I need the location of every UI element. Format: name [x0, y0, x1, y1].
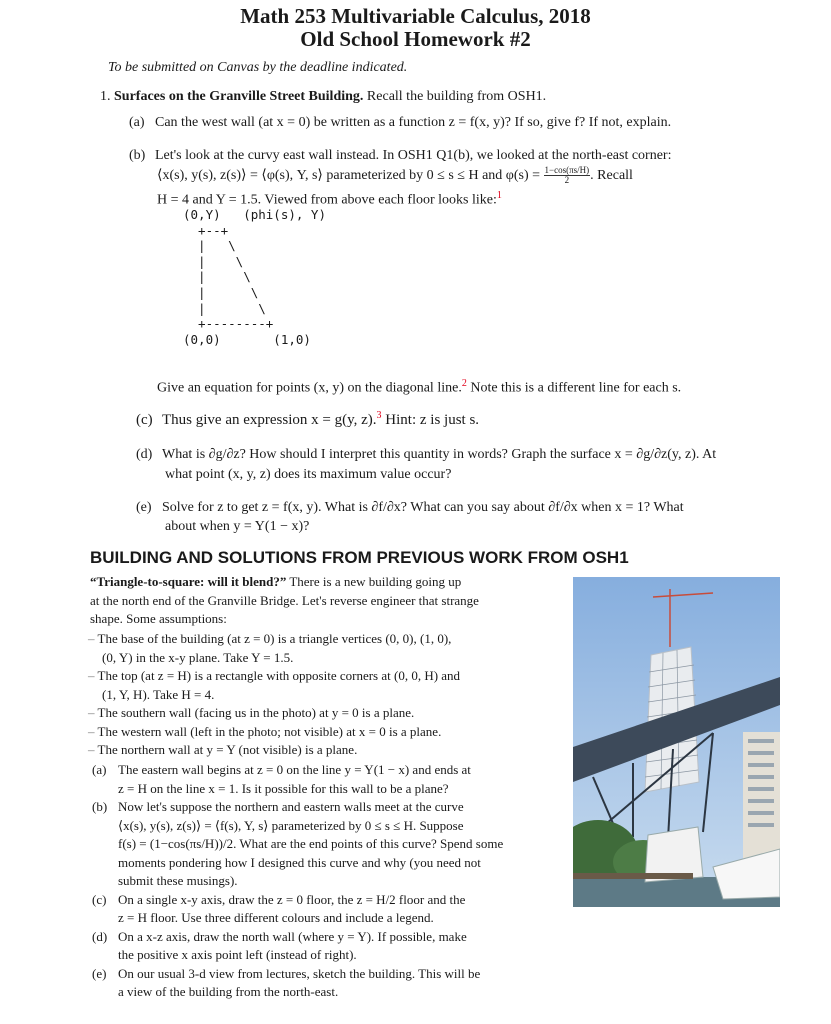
part-label: (a) [129, 115, 145, 130]
dock [573, 873, 693, 879]
question-line: submit these musings). [118, 873, 238, 888]
frac-denominator: 2 [564, 175, 570, 186]
building-photo [573, 577, 780, 907]
question-e [92, 965, 564, 1002]
part-b-param: ⟨x(s), y(s), z(s)⟩ = ⟨φ(s), Y, s⟩ parameterized by 0 ≤ s ≤ H and φ(s) = [157, 168, 541, 183]
part-b-line2 [157, 165, 827, 186]
list-item: – The base of the building (at z = 0) is a triangle vertices (0, 0), (1, 0), (0, Y) in the x-y plane. Take Y = 1.5. [88, 631, 452, 665]
frac-numerator: 1−cos(πs/H) [544, 165, 590, 176]
section-intro [90, 573, 562, 629]
part-d-line1 [136, 444, 826, 465]
list-item: – The northern wall at y = Y (not visible) is a plane. [88, 742, 358, 757]
list-item: – The southern wall (facing us in the photo) at y = 0 is a plane. [88, 705, 415, 720]
footnote-marker: 1 [496, 190, 502, 201]
part-label: (c) [136, 412, 153, 428]
problem1-heading [100, 86, 820, 107]
question-line: the positive x axis point left (instead of right). [118, 947, 357, 962]
question-line: The eastern wall begins at z = 0 on the line y = Y(1 − x) and ends at [118, 762, 471, 777]
question-line: z = H floor. Use three different colours and include a legend. [118, 910, 434, 925]
question-line: z = H on the line x = 1. Is it possible for this wall to be a plane? [118, 780, 449, 796]
problem-number: 1. [100, 89, 111, 104]
phi-fraction [544, 166, 591, 185]
question-b [92, 798, 564, 891]
question-label: (a) [92, 762, 107, 777]
list-item: – The top (at z = H) is a rectangle with opposite corners at (0, 0, H) and (1, Y, H). Take H = 4. [88, 668, 461, 702]
question-c [92, 891, 564, 928]
question-label: (b) [92, 799, 108, 814]
part-e-line1 [136, 497, 826, 518]
question-line: f(s) = (1−cos(πs/H))/2. What are the end points of this curve? Spend some [118, 836, 504, 851]
problem-intro: Recall the building from OSH1. [366, 89, 547, 104]
question-label: (e) [92, 965, 107, 981]
part-b-text3: H = 4 and Y = 1.5. Viewed from above each floor looks like: [157, 192, 497, 208]
doc-title-line2: Old School Homework #2 [300, 27, 531, 51]
question-line: ⟨x(s), y(s), z(s)⟩ = ⟨f(s), Y, s⟩ parameterized by 0 ≤ s ≤ H. Suppose [118, 817, 464, 833]
part-e-text1: Solve for z to get z = f(x, y). What is ∂f/∂x? What can you say about ∂f/∂x when x = 1? What [162, 500, 684, 515]
part-b-diag-note: Note this is a different line for each s. [466, 380, 682, 396]
question-d [92, 928, 564, 965]
part-label: (e) [136, 500, 152, 515]
intro-line1 [90, 573, 562, 592]
footnote-marker: 3 [376, 410, 382, 421]
question-line: moments pondering how I designed this curve and why (you need not [118, 854, 481, 870]
question-label: (d) [92, 928, 108, 944]
part-b-after [157, 373, 827, 399]
assumption-line: (1, Y, H). Take H = 4. [102, 686, 215, 702]
part-c-text: Thus give an expression x = g(y, z). [162, 412, 377, 428]
part-d-text1: What is ∂g/∂z? How should I interpret this quantity in words? Graph the surface x = ∂g/∂z(y, z). At [162, 447, 717, 462]
part-b-line1 [129, 145, 829, 166]
section-heading: BUILDING AND SOLUTIONS FROM PREVIOUS WORK FROM OSH1 [90, 548, 629, 567]
assumption-list [88, 630, 564, 760]
part-c-hint: Hint: z is just s. [381, 412, 480, 428]
part-d-line2: what point (x, y, z) does its maximum value occur? [165, 467, 452, 482]
part-a-text: Can the west wall (at x = 0) be written as a function z = f(x, y)? If so, give f? If not, explain. [155, 115, 672, 130]
part-b-recall: . Recall [590, 168, 633, 183]
question-line: a view of the building from the north-east. [118, 984, 339, 999]
assumption-line: The western wall (left in the photo; not visible) at x = 0 is a plane. [97, 723, 442, 739]
part-e-line2: about when y = Y(1 − x)? [165, 519, 310, 534]
question-line: On a x-z axis, draw the north wall (where y = Y). If possible, make [118, 928, 467, 944]
part-label: (b) [129, 148, 146, 163]
submission-note: To be submitted on Canvas by the deadline indicated. [108, 60, 408, 75]
assumption-line: The southern wall (facing us in the photo) at y = 0 is a plane. [97, 705, 415, 720]
list-item: – The western wall (left in the photo; not visible) at x = 0 is a plane. [88, 723, 442, 739]
ascii-floor-diagram: (0,Y) (phi(s), Y) +--+ | \ | \ | \ | \ | \ +--------+ (0,0) (1,0) [183, 207, 326, 347]
question-label: (c) [92, 891, 107, 907]
assumption-line: The northern wall at y = Y (not visible) is a plane. [97, 742, 358, 757]
question-line: On a single x-y axis, draw the z = 0 floor, the z = H/2 floor and the [118, 891, 466, 907]
problem-title: Surfaces on the Granville Street Building. [114, 89, 364, 104]
intro-title: “Triangle-to-square: will it blend?” [90, 574, 287, 589]
part-c [136, 405, 826, 431]
intro-line3: shape. Some assumptions: [90, 611, 227, 626]
assumption-line: The base of the building (at z = 0) is a triangle vertices (0, 0), (1, 0), [97, 631, 452, 646]
doc-title-line1: Math 253 Multivariable Calculus, 2018 [240, 4, 591, 28]
assumption-line: The top (at z = H) is a rectangle with opposite corners at (0, 0, H) and [97, 668, 461, 683]
part-a [129, 112, 829, 133]
question-line: On our usual 3-d view from lectures, sketch the building. This will be [118, 965, 481, 981]
intro-line2: at the north end of the Granville Bridge. Let's reverse engineer that strange [90, 592, 479, 608]
question-list [92, 761, 564, 1002]
part-label: (d) [136, 447, 153, 462]
intro-text: There is a new building going up [286, 574, 462, 589]
question-a [92, 761, 564, 798]
part-b-diag-question: Give an equation for points (x, y) on the diagonal line. [157, 380, 462, 396]
part-b-text1: Let's look at the curvy east wall instead. In OSH1 Q1(b), we looked at the north-east corner: [155, 148, 672, 163]
footnote-marker: 2 [461, 378, 467, 389]
question-line: Now let's suppose the northern and eastern walls meet at the curve [118, 799, 464, 814]
assumption-line: (0, Y) in the x-y plane. Take Y = 1.5. [102, 649, 294, 665]
